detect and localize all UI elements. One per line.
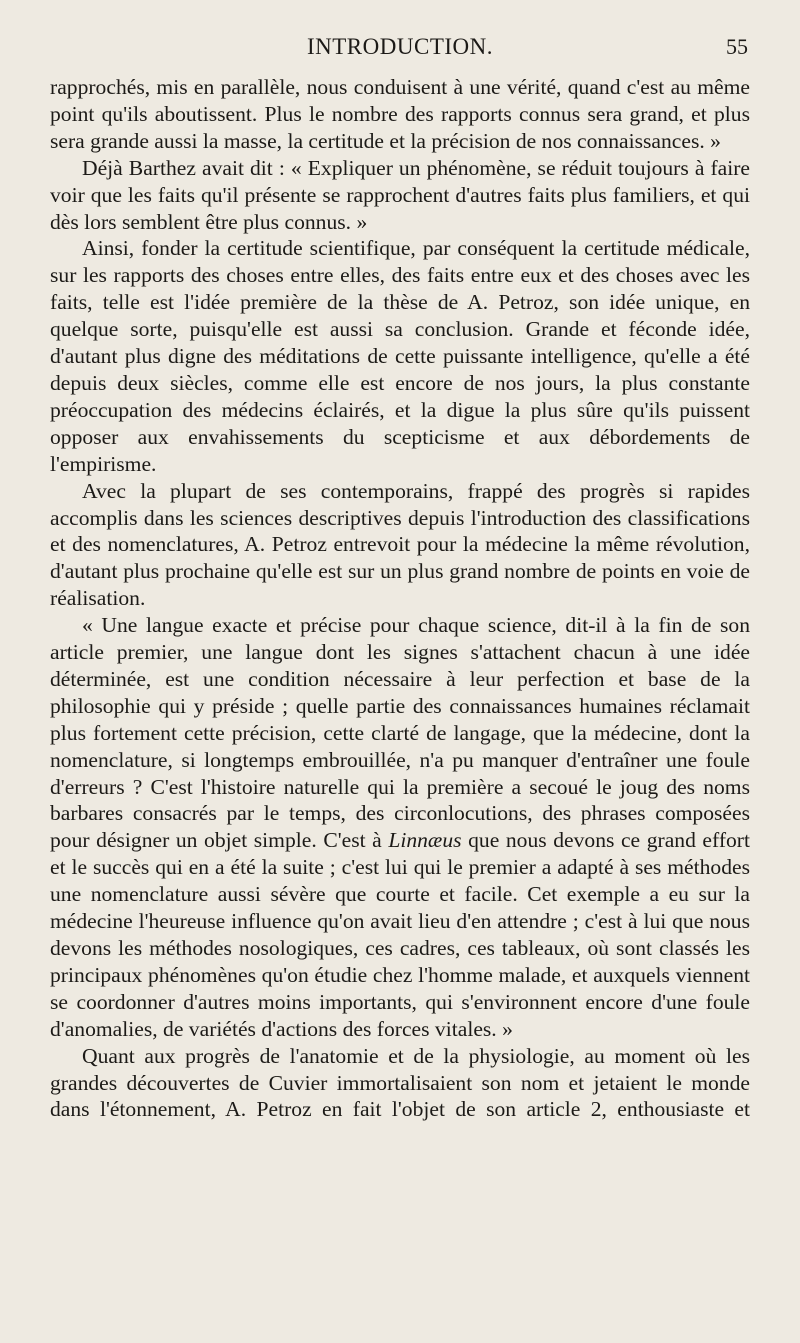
italic-name-linnaeus: Linnæus	[388, 828, 462, 853]
paragraph-contemporains: Avec la plupart de ses contemporains, frappé des progrès si rapides accomplis dans les sciences descriptives depuis l'introduction des classifications et des nomenclatures, A. Petroz entrevoit pour la médecine la même révolution, d'autant plus prochaine qu'elle est sur un plus grand nombre de points en voie de réalisation.	[50, 478, 750, 611]
quotation-text-before: « Une langue exacte et précise pour chaque science, dit-il à la fin de son article premier, une langue dont les signes s'attachent chacun à une idée déterminée, est une condition nécessaire à leur perfection et base de la philosophie qui y préside ; quelle partie des connaissances humaines réclamait plus fortement cette précision, cette clarté de langage, que la médecine, dont la nomenclature, si longtemps embrouillée, n'a pu manquer d'entraîner une foule d'erreurs ? C'est l'histoire naturelle qui la première a secoué le joug des noms barbares consacrés par le temps, des circonlocutions, des phrases composées pour désigner un objet simple. C'est à	[50, 613, 750, 853]
page-number: 55	[726, 34, 748, 59]
paragraph-quotation-langue	[50, 612, 750, 1043]
body-text	[50, 74, 750, 1123]
running-head	[50, 34, 750, 74]
quotation-text-after: que nous devons ce grand effort et le succès qui en a été la suite ; c'est lui qui le premier a adapté à ses méthodes une nomenclature aussi sévère que courte et facile. Cet exemple a eu sur la médecine l'heureuse influence qu'on avait lieu d'en attendre ; c'est à lui que nous devons les méthodes nosologiques, ces cadres, ces tableaux, où sont classés les principaux phénomènes qu'on étudie chez l'homme malade, et auxquels viennent se coordonner d'autres moins importants, qui s'environnent encore d'une foule d'anomalies, de variétés d'actions des forces vitales. »	[50, 828, 750, 1041]
paragraph-continuation: rapprochés, mis en parallèle, nous conduisent à une vérité, quand c'est au même point qu'ils aboutissent. Plus le nombre des rapports connus sera grand, et plus sera grande aussi la masse, la certitude et la précision de nos connaissances. »	[50, 75, 750, 153]
paragraph-barthez: Déjà Barthez avait dit : « Expliquer un phénomène, se réduit toujours à faire voir que les faits qu'il présente se rapprochent d'autres faits plus familiers, et qui dès lors semblent être plus connus. »	[50, 155, 750, 234]
paragraph-certitude: Ainsi, fonder la certitude scientifique, par conséquent la certitude médicale, sur les rapports des choses entre elles, des faits entre eux et des choses avec les faits, telle est l'idée première de la thèse de A. Petroz, son idée unique, en quelque sorte, puisqu'elle est aussi sa conclusion. Grande et féconde idée, d'autant plus digne des méditations de cette puissante intelligence, qu'elle a été depuis deux siècles, comme elle est encore de nos jours, la plus constante préoccupation des médecins éclairés, et la digue la plus sûre qu'ils puissent opposer aux envahissements du scepticisme et aux débordements de l'empirisme.	[50, 236, 750, 476]
paragraph-anatomie: Quant aux progrès de l'anatomie et de la physiologie, au moment où les grandes découvertes de Cuvier immortalisaient son nom et jetaient le monde dans l'étonnement, A. Petroz en fait l'objet de son article 2, enthousiaste et	[50, 1043, 750, 1122]
running-title: INTRODUCTION.	[306, 34, 493, 59]
